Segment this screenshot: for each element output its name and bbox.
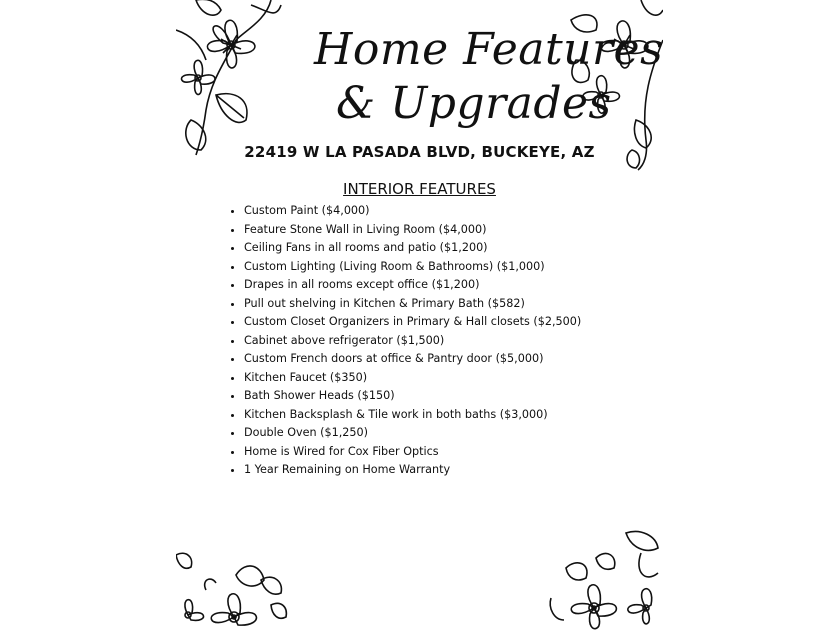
list-item: • Cabinet above refrigerator ($1,500): [244, 332, 581, 351]
list-item: • Custom French doors at office & Pantry door ($5,000): [244, 350, 581, 369]
list-item: • Kitchen Backsplash & Tile work in both baths ($3,000): [244, 406, 581, 425]
list-item: • Ceiling Fans in all rooms and patio ($1,200): [244, 239, 581, 258]
list-item: • Drapes in all rooms except office ($1,200): [244, 276, 581, 295]
list-item: • 1 Year Remaining on Home Warranty: [244, 461, 581, 480]
list-item: • Kitchen Faucet ($350): [244, 369, 581, 388]
list-item: • Feature Stone Wall in Living Room ($4,000): [244, 221, 581, 240]
list-item: • Custom Closet Organizers in Primary & Hall closets ($2,500): [244, 313, 581, 332]
list-item: • Home is Wired for Cox Fiber Optics: [244, 443, 581, 462]
flyer-page: [176, 0, 663, 630]
floral-decoration-top-left-icon: [176, 0, 286, 160]
list-item: • Pull out shelving in Kitchen & Primary Bath ($582): [244, 295, 581, 314]
property-address: 22419 W LA PASADA BLVD, BUCKEYE, AZ: [244, 143, 595, 161]
list-item: • Bath Shower Heads ($150): [244, 387, 581, 406]
section-title-interior-features: INTERIOR FEATURES: [343, 180, 496, 198]
heading-line-1: Home Features: [314, 24, 663, 75]
list-item: • Custom Lighting (Living Room & Bathrooms) ($1,000): [244, 258, 581, 277]
list-item: • Double Oven ($1,250): [244, 424, 581, 443]
features-list: [230, 202, 581, 480]
floral-decoration-bottom-right-icon: [546, 528, 663, 630]
floral-decoration-bottom-left-icon: [176, 545, 291, 630]
list-item: • Custom Paint ($4,000): [244, 202, 581, 221]
heading-line-2: & Upgrades: [336, 78, 612, 129]
